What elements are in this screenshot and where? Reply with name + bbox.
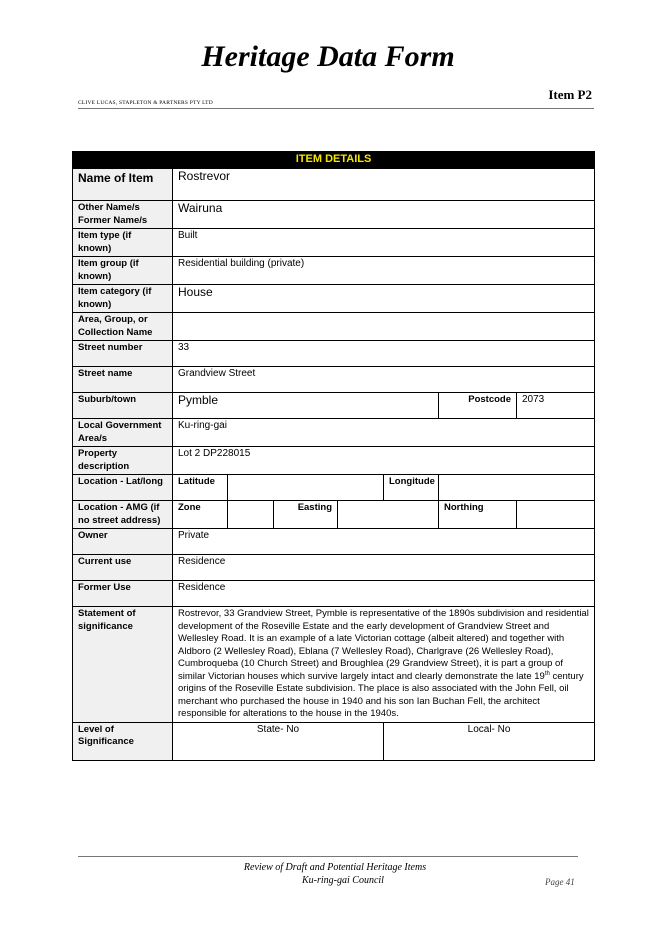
label-street-number: Street number — [73, 341, 173, 367]
section-title: ITEM DETAILS — [73, 152, 595, 169]
label-item-category: Item category (if known) — [73, 285, 173, 313]
label-northing: Northing — [439, 501, 517, 529]
label-current-use: Current use — [73, 555, 173, 581]
label-zone: Zone — [173, 501, 228, 529]
row-street-number — [73, 341, 595, 367]
footer-divider — [78, 856, 578, 857]
footer-page-number: Page 41 — [545, 877, 575, 887]
footer-review-title: Review of Draft and Potential Heritage Items — [243, 862, 427, 873]
footer-council-name: Ku-ring-gai Council — [302, 875, 384, 886]
row-former-use — [73, 581, 595, 607]
value-other-names: Wairuna — [173, 201, 595, 229]
label-amg: Location - AMG (if no street address) — [73, 501, 173, 529]
label-longitude: Longitude — [384, 475, 439, 501]
value-name-of-item: Rostrevor — [173, 169, 595, 201]
row-level — [73, 722, 595, 760]
row-other-names — [73, 201, 595, 229]
value-street-number: 33 — [173, 341, 595, 367]
value-level-state: State- No — [173, 722, 384, 760]
label-street-name: Street name — [73, 367, 173, 393]
row-current-use — [73, 555, 595, 581]
value-level-local: Local- No — [384, 722, 595, 760]
label-level: Level of Significance — [73, 722, 173, 760]
label-latitude: Latitude — [173, 475, 228, 501]
row-lga — [73, 419, 595, 447]
statement-text-part2: century origins of the Roseville Estate subdivision. The place is also associated with the John Fell, oil merchant who purchased the house in 1940 and his son Ian Buchan Fell, the architect responsible for alterations to the house in the 1940s. — [178, 670, 584, 719]
statement-text-part1: Rostrevor, 33 Grandview Street, Pymble is representative of the 1890s subdivision and residential development of the Roseville Estate and the early development of Grandview Street and Wellesley Road. It is an example of a late Victorian cottage (albeit altered) and together with Aldboro (2 Wellesley Road), Eblana (7 Wellesley Road), Charlgrave (26 Wellesley Road), Cumbroqueba (10 Church Street) and Broughlea (29 Grandview Street), it is part a group of similar Victorian houses which survive largely intact and clearly demonstrate the late 19 — [178, 608, 589, 682]
page-title: Heritage Data Form — [201, 40, 455, 73]
row-area-group — [73, 313, 595, 341]
value-owner: Private — [173, 529, 595, 555]
value-latitude — [228, 475, 384, 501]
item-details-table — [72, 151, 595, 761]
label-other-names: Other Name/s Former Name/s — [73, 201, 173, 229]
value-former-use: Residence — [173, 581, 595, 607]
value-item-type: Built — [173, 229, 595, 257]
value-zone — [228, 501, 274, 529]
row-name-of-item — [73, 169, 595, 201]
row-latlong — [73, 475, 595, 501]
label-easting: Easting — [274, 501, 338, 529]
row-street-name — [73, 367, 595, 393]
row-owner — [73, 529, 595, 555]
value-easting — [338, 501, 439, 529]
value-suburb: Pymble — [173, 393, 439, 419]
item-code: Item P2 — [548, 87, 592, 102]
row-suburb — [73, 393, 595, 419]
value-lga: Ku-ring-gai — [173, 419, 595, 447]
label-area-group: Area, Group, or Collection Name — [73, 313, 173, 341]
label-item-type: Item type (if known) — [73, 229, 173, 257]
row-item-group — [73, 257, 595, 285]
row-statement — [73, 607, 595, 723]
value-property: Lot 2 DP228015 — [173, 447, 595, 475]
firm-name: CLIVE LUCAS, STAPLETON & PARTNERS PTY LTD — [78, 100, 213, 106]
label-postcode: Postcode — [439, 393, 517, 419]
header-divider — [78, 108, 594, 109]
value-current-use: Residence — [173, 555, 595, 581]
row-item-type — [73, 229, 595, 257]
label-statement: Statement of significance — [73, 607, 173, 723]
label-item-group: Item group (if known) — [73, 257, 173, 285]
value-northing — [517, 501, 595, 529]
section-header-row — [73, 152, 595, 169]
value-street-name: Grandview Street — [173, 367, 595, 393]
label-former-use: Former Use — [73, 581, 173, 607]
label-owner: Owner — [73, 529, 173, 555]
label-property: Property description — [73, 447, 173, 475]
label-lga: Local Government Area/s — [73, 419, 173, 447]
row-amg — [73, 501, 595, 529]
row-item-category — [73, 285, 595, 313]
value-item-category: House — [173, 285, 595, 313]
value-statement — [173, 607, 595, 723]
label-name-of-item: Name of Item — [73, 169, 173, 201]
value-item-group: Residential building (private) — [173, 257, 595, 285]
statement-superscript: th — [544, 670, 550, 677]
label-latlong: Location - Lat/long — [73, 475, 173, 501]
value-postcode: 2073 — [517, 393, 595, 419]
label-suburb: Suburb/town — [73, 393, 173, 419]
value-longitude — [439, 475, 595, 501]
value-area-group — [173, 313, 595, 341]
row-property — [73, 447, 595, 475]
